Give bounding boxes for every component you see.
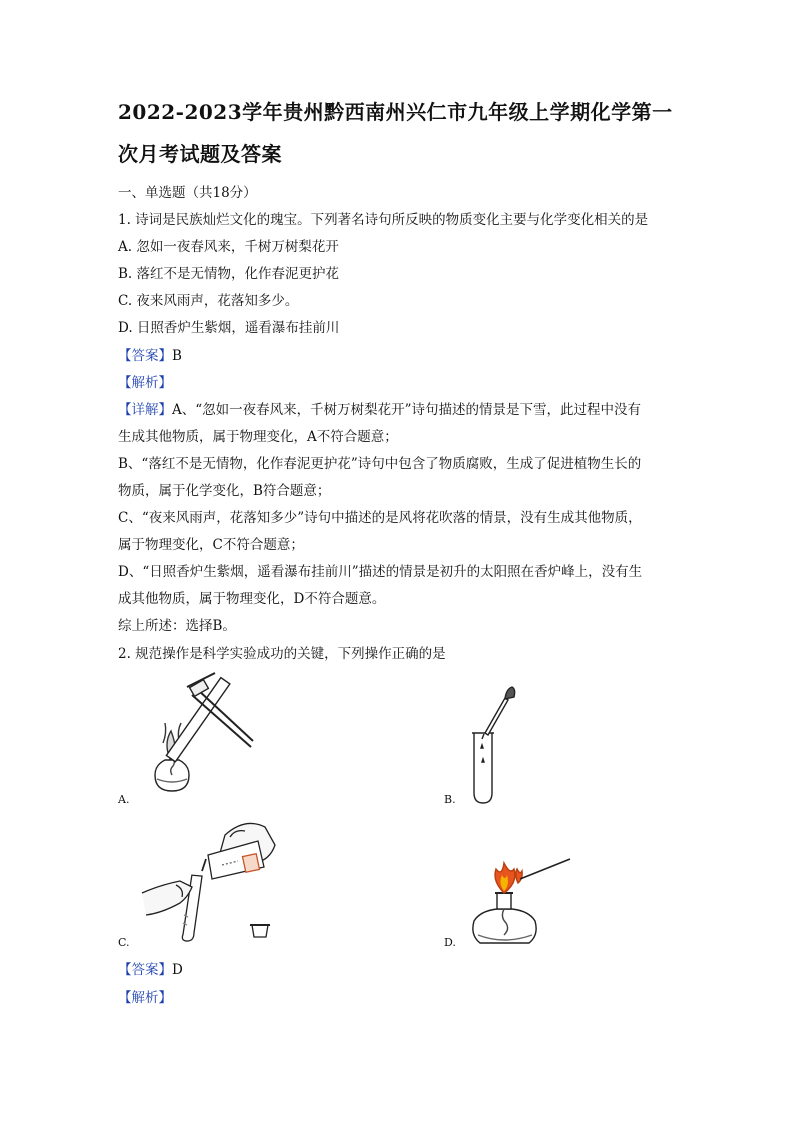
option-label-c: C.	[118, 936, 130, 949]
question-1-option-a: A. 忽如一夜春风来，千树万树梨花开	[118, 239, 339, 255]
document-title-line-1: 2022-2023学年贵州黔西南州兴仁市九年级上学期化学第一	[118, 100, 673, 124]
option-label-b: B.	[444, 793, 456, 806]
figure-d-lighting-alcohol-lamp	[462, 855, 582, 955]
detail-line: 物质，属于化学变化，B符合题意；	[118, 483, 331, 499]
question-2-analysis-tag: 【解析】	[118, 990, 172, 1006]
detail-line: 成其他物质，属于物理变化，D不符合题意。	[118, 591, 386, 607]
detail-line: B、“落红不是无情物，化作春泥更护花”诗句中包含了物质腐败，生成了促进植物生长的	[118, 456, 642, 472]
answer-tag: 【答案】	[118, 962, 172, 978]
question-1-option-b: B. 落红不是无情物，化作春泥更护花	[118, 266, 340, 282]
question-1-option-c: C. 夜来风雨声，花落知多少。	[118, 293, 299, 309]
question-1-summary: 综上所述：选择B。	[118, 618, 236, 634]
option-label-a: A.	[118, 793, 130, 806]
answer-tag: 【答案】	[118, 348, 172, 364]
question-1-answer	[118, 344, 182, 364]
detail-line: D、“日照香炉生紫烟，遥看瀑布挂前川”描述的情景是初升的太阳照在香炉峰上，没有生	[118, 564, 643, 580]
detail-text: A、“忽如一夜春风来，千树万树梨花开”诗句描述的情景是下雪，此过程中没有	[172, 402, 642, 418]
question-2-answer	[118, 958, 183, 978]
figure-b-dropper-test-tube	[470, 675, 530, 805]
question-1-option-d: D. 日照香炉生紫烟，遥看瀑布挂前川	[118, 320, 340, 336]
detail-tag: 【详解】	[118, 402, 172, 418]
answer-value: D	[172, 962, 183, 978]
figure-c-pouring-liquid	[140, 815, 290, 945]
question-1-stem: 1. 诗词是民族灿烂文化的瑰宝。下列著名诗句所反映的物质变化主要与化学变化相关的是	[118, 212, 649, 228]
option-label-d: D.	[444, 936, 456, 949]
section-heading: 一、单选题（共18分）	[118, 185, 257, 201]
detail-line: C、“夜来风雨声，花落知多少”诗句中描述的是风将花吹落的情景，没有生成其他物质，	[118, 510, 642, 526]
question-1-analysis-tag: 【解析】	[118, 375, 172, 391]
detail-line: 属于物理变化，C不符合题意；	[118, 537, 304, 553]
detail-line	[118, 398, 641, 418]
document-title-line-2: 次月考试题及答案	[118, 142, 282, 166]
question-2-stem: 2. 规范操作是科学实验成功的关键，下列操作正确的是	[118, 646, 446, 662]
answer-value: B	[172, 348, 182, 364]
figure-a-heating-test-tube	[135, 675, 265, 795]
detail-line: 生成其他物质，属于物理变化，A不符合题意；	[118, 429, 398, 445]
